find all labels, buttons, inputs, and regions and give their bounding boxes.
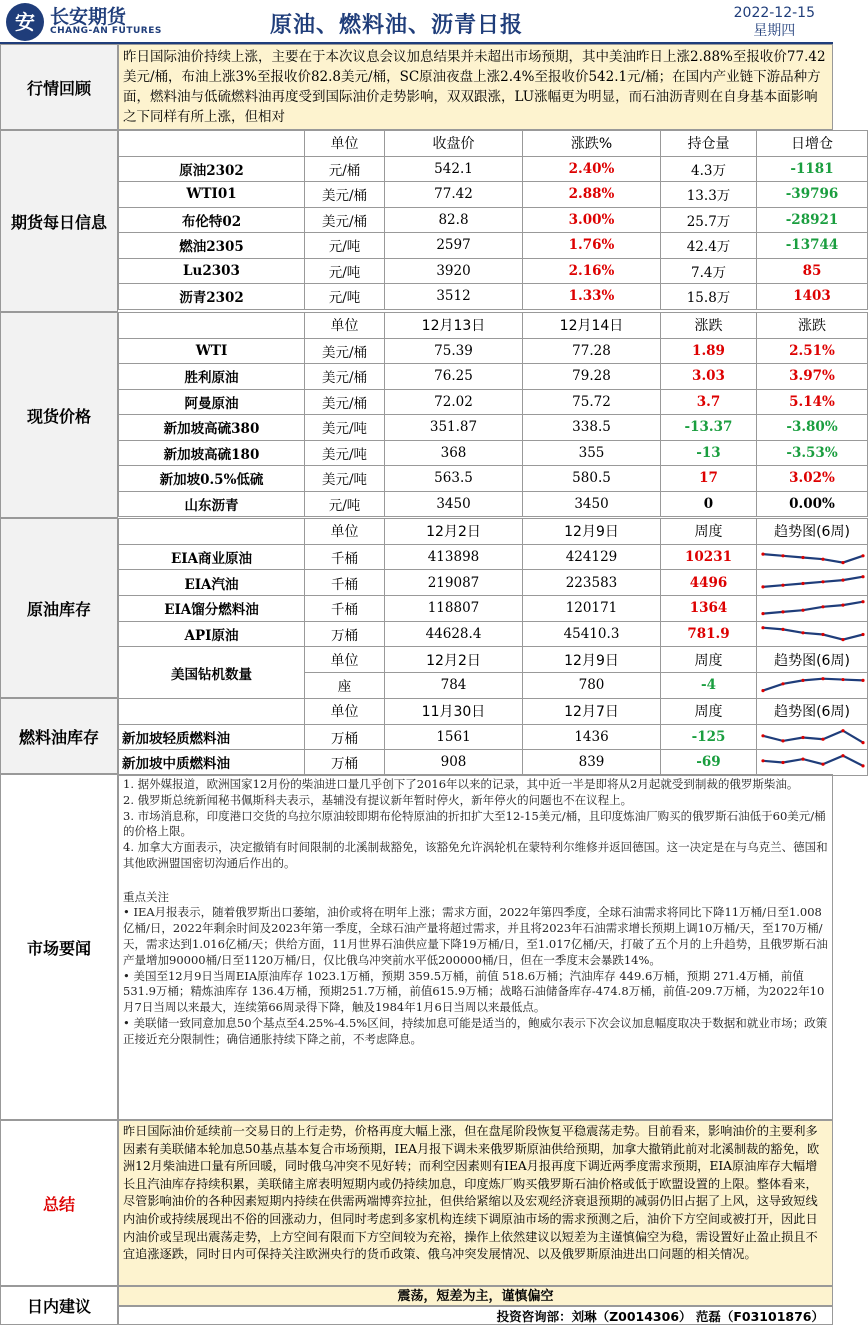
- column-header: 涨跌%: [523, 131, 661, 157]
- table-cell: -13.37: [661, 415, 757, 441]
- table-cell: 908: [385, 750, 523, 776]
- rig-header-row: [119, 647, 868, 673]
- table-cell: 781.9: [661, 621, 757, 647]
- table-cell: 424129: [523, 544, 661, 570]
- brand-logo-icon: 安: [6, 3, 44, 41]
- column-header: 12月7日: [523, 699, 661, 725]
- trend-sparkline: [759, 674, 867, 696]
- table-cell: 42.4万: [661, 233, 757, 259]
- table-cell: 338.5: [523, 415, 661, 441]
- table-cell: 沥青2302: [119, 284, 305, 310]
- news-item: 重点关注: [123, 889, 169, 904]
- table-cell: 15.8万: [661, 284, 757, 310]
- table-cell: EIA汽油: [119, 570, 305, 596]
- section-inventory: 原油库存: [0, 518, 118, 698]
- table-cell: 120171: [523, 596, 661, 622]
- trend-point: [861, 554, 864, 557]
- trend-point: [841, 754, 844, 757]
- column-header: 收盘价: [385, 131, 523, 157]
- section-spot: 现货价格: [0, 312, 118, 518]
- table-cell: WTI: [119, 338, 305, 364]
- column-header: 单位: [305, 313, 385, 339]
- table-cell: 72.02: [385, 389, 523, 415]
- trend-point: [801, 556, 804, 559]
- trend-point: [841, 604, 844, 607]
- trend-point: [781, 583, 784, 586]
- table-cell: 4496: [661, 570, 757, 596]
- table-cell: 元/吨: [305, 491, 385, 517]
- table-cell: 元/吨: [305, 284, 385, 310]
- table-row: [119, 415, 868, 441]
- table-cell: 85: [757, 258, 868, 284]
- trend-point: [821, 606, 824, 609]
- table-cell: 阿曼原油: [119, 389, 305, 415]
- table-cell: 万桶: [305, 724, 385, 750]
- column-header: [119, 699, 305, 725]
- fuel-inventory-table: [118, 698, 868, 776]
- table-cell: 580.5: [523, 466, 661, 492]
- trend-point: [781, 761, 784, 764]
- table-cell: -3.80%: [757, 415, 868, 441]
- trend-point: [821, 737, 824, 740]
- column-header: 12月9日: [523, 519, 661, 545]
- inventory-table: [118, 518, 868, 699]
- table-cell: 1364: [661, 596, 757, 622]
- column-header: 周度: [661, 699, 757, 725]
- spot-table: [118, 312, 868, 517]
- table-cell: 7.4万: [661, 258, 757, 284]
- table-cell: 13.3万: [661, 182, 757, 208]
- column-header: 趋势图(6周): [757, 647, 868, 673]
- table-cell: 2597: [385, 233, 523, 259]
- column-header: 单位: [305, 519, 385, 545]
- advice-text: 震荡，短差为主，谨慎偏空: [118, 1286, 833, 1306]
- news-item: 1. 据外媒报道，欧洲国家12月份的柴油进口量几乎创下了2016年以来的记录，其中近一半是即将从2月起就受到制裁的俄罗斯柴油。: [123, 777, 799, 791]
- table-cell: 元/吨: [305, 258, 385, 284]
- table-cell: 17: [661, 466, 757, 492]
- table-cell: WTI01: [119, 182, 305, 208]
- trend-cell: [757, 544, 868, 570]
- table-cell: 1.76%: [523, 233, 661, 259]
- trend-point: [801, 736, 804, 739]
- table-cell: 780: [523, 673, 661, 699]
- table-cell: 新加坡0.5%低硫: [119, 466, 305, 492]
- trend-point: [821, 763, 824, 766]
- column-header: 12月9日: [523, 647, 661, 673]
- column-header: 周度: [661, 519, 757, 545]
- table-cell: 胜利原油: [119, 364, 305, 390]
- table-row: [119, 596, 868, 622]
- trend-cell: [757, 621, 868, 647]
- column-header: 12月13日: [385, 313, 523, 339]
- column-header: 12月2日: [385, 519, 523, 545]
- column-header: [119, 131, 305, 157]
- report-header: [0, 0, 833, 44]
- table-row: [119, 284, 868, 310]
- table-cell: 美元/桶: [305, 364, 385, 390]
- trend-point: [761, 759, 764, 762]
- table-cell: 839: [523, 750, 661, 776]
- trend-point: [781, 611, 784, 614]
- table-row: [119, 440, 868, 466]
- table-cell: 万桶: [305, 750, 385, 776]
- table-cell: Lu2303: [119, 258, 305, 284]
- table-cell: 美元/吨: [305, 415, 385, 441]
- trend-point: [781, 628, 784, 631]
- trend-line: [763, 628, 863, 640]
- market-review-text: 昨日国际油价持续上涨，主要在于本次议息会议加息结果并未超出市场预期，其中美油昨日上涨2.88%至报收价77.42美元/桶，布油上涨3%至报收价82.8美元/桶，SC原油夜盘上涨2.4%至报收价542.1元/桶；在国内产业链下游品种方面，燃料油与低硫燃料油再度受到国际油价走势影响，双双跟涨，LU涨幅更为明显，而石油沥青则在自身基本面影响之下同样有所上涨，但相对: [118, 44, 833, 130]
- trend-point: [781, 554, 784, 557]
- table-cell: -13: [661, 440, 757, 466]
- table-cell: 原油2302: [119, 156, 305, 182]
- table-cell: 千桶: [305, 570, 385, 596]
- trend-line: [763, 756, 863, 766]
- table-cell: -1181: [757, 156, 868, 182]
- report-title: 原油、燃料油、沥青日报: [270, 13, 524, 38]
- table-cell: 美元/吨: [305, 440, 385, 466]
- table-header-row: [119, 131, 868, 157]
- table-cell: 3.7: [661, 389, 757, 415]
- rig-count-label: 美国钻机数量: [119, 647, 305, 698]
- table-cell: 1436: [523, 724, 661, 750]
- table-row: [119, 364, 868, 390]
- trend-sparkline: [759, 597, 867, 619]
- table-cell: 座: [305, 673, 385, 699]
- table-row: [119, 258, 868, 284]
- trend-point: [841, 678, 844, 681]
- table-cell: 79.28: [523, 364, 661, 390]
- trend-point: [761, 553, 764, 556]
- trend-point: [841, 729, 844, 732]
- brand-name-cn: 长安期货: [50, 6, 127, 28]
- trend-sparkline: [759, 572, 867, 594]
- table-cell: 118807: [385, 596, 523, 622]
- trend-point: [821, 633, 824, 636]
- futures-table: [118, 130, 868, 310]
- table-cell: 3512: [385, 284, 523, 310]
- table-cell: 563.5: [385, 466, 523, 492]
- column-header: 12月14日: [523, 313, 661, 339]
- table-row: [119, 466, 868, 492]
- column-header: [119, 519, 305, 545]
- table-header-row: [119, 519, 868, 545]
- table-cell: 2.51%: [757, 338, 868, 364]
- table-cell: 10231: [661, 544, 757, 570]
- table-row: [119, 724, 868, 750]
- news-item: • 美国至12月9日当周EIA原油库存 1023.1万桶，预期 359.5万桶，前值 518.6万桶；汽油库存 449.6万桶，预期 271.4万桶，前值531.9万桶；精炼油库存 136.4万桶，预期251.7万桶，前值615.9万桶；战略石油储备库存-474.8万桶，前值-209.7万桶，为2022年10月7日当周以来最大，连续第66周录得下降，触及1984年1月6日当周以来最低点。: [123, 968, 825, 1015]
- trend-cell: [757, 750, 868, 776]
- table-cell: 3.02%: [757, 466, 868, 492]
- table-cell: 542.1: [385, 156, 523, 182]
- trend-line: [763, 602, 863, 614]
- column-header: 12月2日: [385, 647, 523, 673]
- brand-name-en: CHANG-AN FUTURES: [50, 26, 162, 36]
- trend-cell: [757, 596, 868, 622]
- trend-point: [861, 679, 864, 682]
- trend-point: [761, 626, 764, 629]
- table-row: [119, 233, 868, 259]
- date-text: 2022-12-15: [733, 5, 815, 21]
- table-row: [119, 570, 868, 596]
- column-header: 周度: [661, 647, 757, 673]
- table-row: [119, 491, 868, 517]
- column-header: 趋势图(6周): [757, 519, 868, 545]
- column-header: 11月30日: [385, 699, 523, 725]
- table-cell: 山东沥青: [119, 491, 305, 517]
- table-cell: 5.14%: [757, 389, 868, 415]
- trend-point: [801, 758, 804, 761]
- table-cell: -69: [661, 750, 757, 776]
- trend-point: [821, 558, 824, 561]
- report-date: [734, 4, 815, 40]
- summary-text: 昨日国际油价延续前一交易日的上行走势，价格再度大幅上涨，但在盘尾阶段恢复平稳震荡走势。目前看来，影响油价的主要利多因素有美联储本轮加息50基点基本复合市场预期，IEA月报下调未来俄罗斯原油供给预期，加拿大撤销此前对北溪制裁的豁免，欧洲12月柴油进口量有所回暖，同时俄乌冲突不见好转；而利空因素则有IEA月报再度下调近两季度需求预期，EIA原油库存大幅增长且汽油库存持续积累，美联储主席表明短期内或仍持续加息，印度炼厂购买俄罗斯石油价格或低于欧盟设置的上限。整体看来，尽管影响油价的各种因素短期内持续在供需两端博弈拉扯，但供给紧缩以及宏观经济衰退预期的减弱仍旧占据了上风，这导致短线内油价或持续展现出不俗的回涨动力，但同时考虑到多家机构连续下调原油市场的需求预测之后，油价下方空间或被打开，因此日内油价或呈现出震荡走势，上方空间有限而下方空间较为充裕，操作上依然建议以短差为主谨慎偏空为稳，需设置好止盈止损且不宜追涨逐跌，同时日内可保持关注欧洲央行的货币政策、俄乌冲突发展情况、以及俄罗斯原油进出口问题的相关情况。: [118, 1120, 833, 1286]
- table-cell: 3.03: [661, 364, 757, 390]
- trend-point: [801, 582, 804, 585]
- table-cell: -39796: [757, 182, 868, 208]
- table-cell: 布伦特02: [119, 207, 305, 233]
- trend-sparkline: [759, 726, 867, 748]
- table-row: [119, 182, 868, 208]
- table-cell: -3.53%: [757, 440, 868, 466]
- column-header: 涨跌: [661, 313, 757, 339]
- section-news: 市场要闻: [0, 774, 118, 1120]
- trend-point: [861, 741, 864, 744]
- table-row: [119, 338, 868, 364]
- table-cell: 美元/桶: [305, 338, 385, 364]
- table-cell: -28921: [757, 207, 868, 233]
- table-cell: 燃油2305: [119, 233, 305, 259]
- table-header-row: [119, 313, 868, 339]
- table-cell: 2.40%: [523, 156, 661, 182]
- table-cell: 2.16%: [523, 258, 661, 284]
- trend-point: [761, 612, 764, 615]
- trend-cell: [757, 570, 868, 596]
- column-header: 单位: [305, 647, 385, 673]
- table-cell: API原油: [119, 621, 305, 647]
- table-cell: 355: [523, 440, 661, 466]
- trend-sparkline: [759, 623, 867, 645]
- table-cell: -125: [661, 724, 757, 750]
- table-cell: 万桶: [305, 621, 385, 647]
- section-futures: 期货每日信息: [0, 130, 118, 312]
- table-row: [119, 389, 868, 415]
- table-cell: 76.25: [385, 364, 523, 390]
- table-cell: 45410.3: [523, 621, 661, 647]
- trend-point: [861, 601, 864, 604]
- table-row: [119, 544, 868, 570]
- table-cell: 219087: [385, 570, 523, 596]
- table-cell: -13744: [757, 233, 868, 259]
- table-cell: 美元/桶: [305, 389, 385, 415]
- column-header: 持仓量: [661, 131, 757, 157]
- table-cell: 元/桶: [305, 156, 385, 182]
- column-header: 单位: [305, 699, 385, 725]
- table-cell: 新加坡高硫380: [119, 415, 305, 441]
- table-cell: 0: [661, 491, 757, 517]
- news-item: 4. 加拿大方面表示，决定撤销有时间限制的北溪制裁豁免，该豁免允许涡轮机在蒙特利尔维修并返回德国。这一决定是在与乌克兰、德国和其他欧洲盟国密切沟通后作出的。: [123, 840, 828, 870]
- trend-point: [781, 739, 784, 742]
- trend-point: [841, 578, 844, 581]
- table-cell: 75.39: [385, 338, 523, 364]
- section-summary: 总结: [0, 1120, 118, 1286]
- table-cell: 368: [385, 440, 523, 466]
- table-cell: 77.42: [385, 182, 523, 208]
- table-cell: 784: [385, 673, 523, 699]
- trend-point: [761, 734, 764, 737]
- news-item: • 美联储一致同意加息50个基点至4.25%-4.5%区间，持续加息可能是适当的，鲍威尔表示下次会议加息幅度取决于数据和就业市场；政策正接近充分限制性；确信通胀持续下降之前，不考虑降息。: [123, 1015, 828, 1046]
- table-cell: 元/吨: [305, 233, 385, 259]
- trend-point: [761, 689, 764, 692]
- table-row: [119, 207, 868, 233]
- table-cell: 1.33%: [523, 284, 661, 310]
- table-cell: 351.87: [385, 415, 523, 441]
- table-cell: EIA商业原油: [119, 544, 305, 570]
- trend-point: [861, 633, 864, 636]
- news-item: [123, 872, 828, 888]
- table-cell: 1403: [757, 284, 868, 310]
- news-list: [118, 774, 833, 1120]
- trend-cell: [757, 724, 868, 750]
- table-row: [119, 156, 868, 182]
- table-cell: 美元/桶: [305, 207, 385, 233]
- table-cell: 0.00%: [757, 491, 868, 517]
- table-cell: 77.28: [523, 338, 661, 364]
- trend-point: [821, 678, 824, 681]
- trend-cell: [757, 673, 868, 699]
- table-cell: EIA馏分燃料油: [119, 596, 305, 622]
- trend-line: [763, 554, 863, 563]
- trend-sparkline: [759, 546, 867, 568]
- trend-point: [841, 561, 844, 564]
- table-cell: 千桶: [305, 596, 385, 622]
- trend-point: [801, 609, 804, 612]
- table-cell: 44628.4: [385, 621, 523, 647]
- table-cell: 75.72: [523, 389, 661, 415]
- trend-point: [801, 679, 804, 682]
- weekday-text: 星期四: [753, 23, 796, 39]
- table-cell: 美元/桶: [305, 182, 385, 208]
- table-cell: 3920: [385, 258, 523, 284]
- news-item: • IEA月报表示，随着俄罗斯出口萎缩，油价或将在明年上涨；需求方面，2022年第四季度，全球石油需求将同比下降11万桶/日至1.008亿桶/日，2022年剩余时间及2023年第一季度，全球石油产量将超过需求，并且将2023年石油需求增长预期上调10万桶/天，至170万桶/天，需求达到1.016亿桶/天；供给方面，11月世界石油供应量下降19万桶/日，至1.017亿桶/天，打破了五个月的上升趋势，且俄罗斯石油产量增加90000桶/日至1120万桶/日，仅比俄乌冲突前水平低200000桶/日，但在一季度末会暴跌14%。: [123, 905, 828, 967]
- trend-sparkline: [759, 751, 867, 773]
- news-item: 2. 俄罗斯总统新闻秘书佩斯科夫表示，基辅没有提议新年暂时停火，新年停火的问题也不在议程上。: [123, 792, 633, 807]
- table-cell: 3450: [523, 491, 661, 517]
- table-cell: 美元/吨: [305, 466, 385, 492]
- column-header: [119, 313, 305, 339]
- trend-line: [763, 679, 863, 691]
- table-row: [119, 750, 868, 776]
- table-cell: 1561: [385, 724, 523, 750]
- table-cell: 2.88%: [523, 182, 661, 208]
- section-market-review: 行情回顾: [0, 44, 118, 130]
- news-item: 3. 市场消息称，印度港口交货的乌拉尔原油较即期布伦特原油的折扣扩大至12-15美元/桶，且印度炼油厂购买的俄罗斯石油低于60美元/桶的价格上限。: [123, 808, 826, 839]
- table-cell: 新加坡中质燃料油: [119, 750, 305, 776]
- table-cell: 25.7万: [661, 207, 757, 233]
- table-cell: 1.89: [661, 338, 757, 364]
- column-header: 涨跌: [757, 313, 868, 339]
- column-header: 趋势图(6周): [757, 699, 868, 725]
- table-cell: 82.8: [385, 207, 523, 233]
- section-fuel-inventory: 燃料油库存: [0, 698, 118, 774]
- table-cell: 3.00%: [523, 207, 661, 233]
- section-advice: 日内建议: [0, 1286, 118, 1325]
- table-header-row: [119, 699, 868, 725]
- table-cell: -4: [661, 673, 757, 699]
- trend-point: [861, 765, 864, 768]
- table-cell: 3450: [385, 491, 523, 517]
- trend-point: [841, 638, 844, 641]
- trend-point: [781, 683, 784, 686]
- trend-point: [801, 631, 804, 634]
- table-cell: 223583: [523, 570, 661, 596]
- column-header: 单位: [305, 131, 385, 157]
- trend-line: [763, 576, 863, 586]
- table-cell: 4.3万: [661, 156, 757, 182]
- table-cell: 3.97%: [757, 364, 868, 390]
- trend-point: [821, 580, 824, 583]
- table-cell: 新加坡高硫180: [119, 440, 305, 466]
- table-cell: 413898: [385, 544, 523, 570]
- trend-point: [761, 585, 764, 588]
- footer-credits: 投资咨询部：刘琳（Z0014306） 范磊（F03101876）: [118, 1306, 833, 1325]
- table-row: [119, 621, 868, 647]
- table-cell: 新加坡轻质燃料油: [119, 724, 305, 750]
- table-cell: 千桶: [305, 544, 385, 570]
- column-header: 日增仓: [757, 131, 868, 157]
- trend-point: [861, 575, 864, 578]
- trend-line: [763, 730, 863, 742]
